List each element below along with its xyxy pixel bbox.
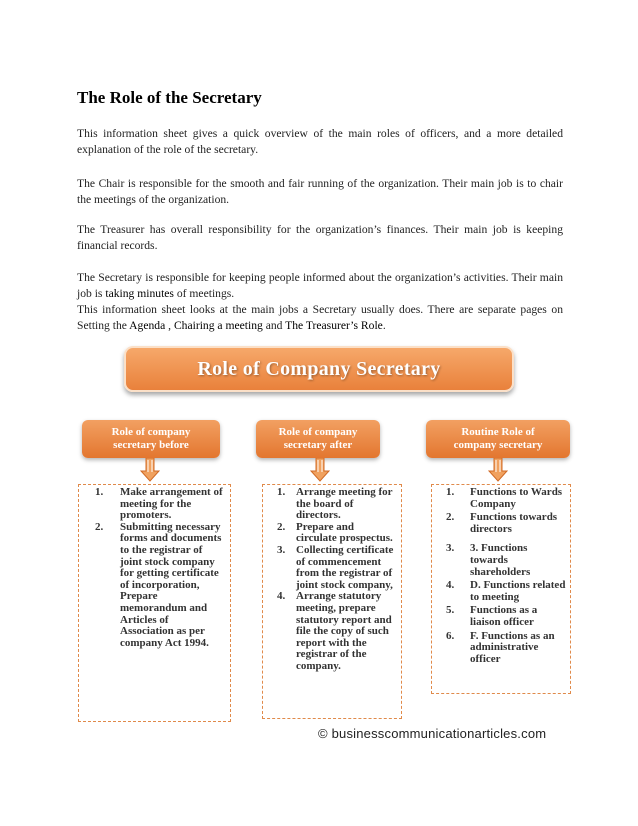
item-number: 6. bbox=[446, 629, 455, 642]
item-number: 1. bbox=[446, 486, 455, 498]
list-item bbox=[277, 522, 397, 545]
heading-line: secretary before bbox=[113, 439, 189, 451]
list-item bbox=[446, 631, 566, 666]
item-number: 2. bbox=[95, 520, 104, 533]
item-number: 5. bbox=[446, 604, 455, 617]
before-roles-box bbox=[78, 484, 231, 722]
heading-line: Role of company bbox=[278, 426, 358, 438]
item-text: Make arrangement of meeting for the promoters. bbox=[120, 486, 223, 522]
pages-text: This information sheet looks at the main jobs a Secretary usually does. There are separate pages on Setting the bbox=[77, 303, 563, 332]
item-number: 2. bbox=[446, 511, 455, 524]
item-text: D. Functions related to meeting bbox=[470, 579, 566, 603]
list-item bbox=[446, 605, 566, 628]
item-number: 4. bbox=[446, 579, 455, 592]
treasurers-role-link[interactable]: The Treasurer’s Role bbox=[285, 319, 383, 332]
separator-text: and bbox=[262, 319, 286, 332]
down-arrow-icon bbox=[488, 458, 508, 482]
item-number: 1. bbox=[95, 486, 104, 498]
item-text: 3. Functions towards shareholders bbox=[470, 542, 531, 578]
down-arrow-icon bbox=[310, 458, 330, 482]
banner-title: Role of Company Secretary bbox=[197, 357, 441, 380]
list-item bbox=[446, 543, 566, 578]
treasurer-paragraph: The Treasurer has overall responsibility for the organization’s finances. Their main job is keeping financial records. bbox=[77, 223, 563, 252]
secretary-text-end: of meetings. bbox=[173, 287, 235, 300]
item-text: Arrange meeting for the board of directors. bbox=[296, 486, 393, 522]
list-item bbox=[277, 591, 397, 672]
heading-line: Routine Role of bbox=[461, 426, 535, 438]
secretary-paragraph bbox=[77, 270, 563, 334]
list-item bbox=[95, 487, 224, 522]
infographic-banner bbox=[124, 346, 514, 392]
item-text: Prepare and circulate prospectus. bbox=[296, 520, 393, 545]
heading-line: secretary after bbox=[283, 439, 353, 451]
item-number: 4. bbox=[277, 590, 286, 603]
item-number: 3. bbox=[277, 543, 286, 556]
item-text: Submitting necessary forms and documents to the registrar of joint stock company for getting certificate of incorporation, Prepare memorandum and Articles of Association as per company Act 1994. bbox=[120, 520, 222, 649]
period-text: . bbox=[382, 319, 386, 332]
item-text: Arrange statutory meeting, prepare statutory report and file the copy of such report with the registrar of the company. bbox=[296, 590, 392, 672]
column-heading-before bbox=[82, 420, 220, 458]
separator-text: , bbox=[165, 319, 174, 332]
item-number: 3. bbox=[446, 542, 455, 555]
list-item bbox=[277, 545, 397, 591]
routine-roles-box bbox=[431, 484, 571, 694]
agenda-link[interactable]: Agenda bbox=[129, 319, 166, 332]
list-item bbox=[95, 522, 224, 650]
chair-paragraph: The Chair is responsible for the smooth and fair running of the organization. Their main job is to chair the meetings of the organization. bbox=[77, 177, 563, 206]
heading-line: company secretary bbox=[453, 439, 543, 451]
item-text: Functions towards directors bbox=[470, 511, 558, 535]
item-text: Collecting certificate of commencement from the registrar of joint stock company, bbox=[296, 543, 394, 591]
list-item bbox=[446, 487, 566, 510]
list-item bbox=[446, 580, 566, 603]
copyright-text: © businesscommunicationarticles.com bbox=[318, 726, 547, 741]
item-text: Functions as a liaison officer bbox=[470, 604, 538, 628]
column-heading-routine bbox=[426, 420, 570, 458]
intro-paragraph: This information sheet gives a quick overview of the main roles of officers, and a more detailed explanation of the role of the secretary. bbox=[77, 127, 563, 156]
page-title: The Role of the Secretary bbox=[77, 88, 262, 107]
column-heading-after bbox=[256, 420, 380, 458]
item-text: F. Functions as an administrative officer bbox=[470, 629, 555, 665]
list-item bbox=[277, 487, 397, 522]
item-number: 2. bbox=[277, 520, 286, 533]
down-arrow-icon bbox=[140, 458, 160, 482]
item-text: Functions to Wards Company bbox=[470, 486, 563, 510]
heading-line: Role of company bbox=[111, 426, 191, 438]
taking-minutes-link[interactable]: taking minutes bbox=[105, 287, 174, 300]
chairing-meeting-link[interactable]: Chairing a meeting bbox=[173, 319, 263, 332]
item-number: 1. bbox=[277, 486, 286, 498]
list-item bbox=[446, 512, 566, 535]
secretary-text: The Secretary is responsible for keeping people informed about the organization’s activities. Their main job is bbox=[77, 271, 563, 300]
after-roles-box bbox=[262, 484, 402, 719]
